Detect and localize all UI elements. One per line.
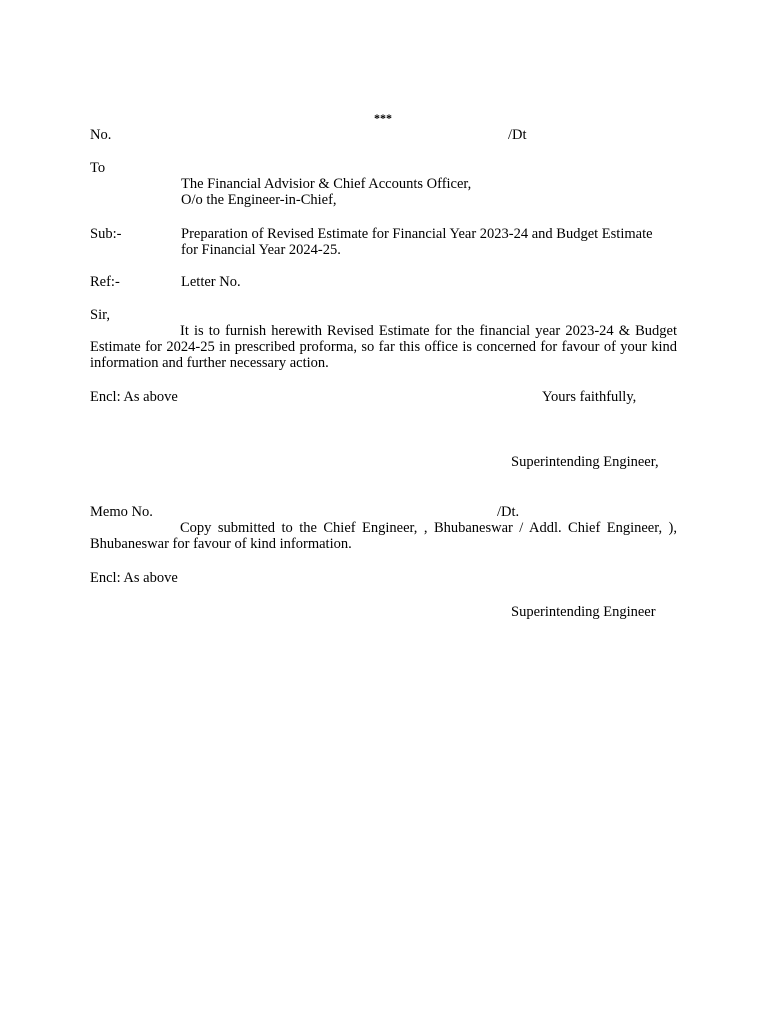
memo-no-label: Memo No.	[90, 504, 153, 520]
addressee-line-1: The Financial Advisior & Chief Accounts Officer,	[181, 176, 472, 192]
letter-date-label: /Dt	[508, 127, 527, 143]
subject-label: Sub:-	[90, 226, 122, 242]
letter-body	[90, 323, 677, 371]
memo-body-text: Copy submitted to the Chief Engineer, , Bhubaneswar / Addl. Chief Engineer, ), Bhubaneswar for favour of kind information.	[90, 520, 677, 552]
subject-line-2: for Financial Year 2024-25.	[181, 242, 341, 258]
memo-signatory: Superintending Engineer	[511, 604, 656, 620]
letter-body-text: It is to furnish herewith Revised Estimate for the financial year 2023-24 & Budget Estimate for 2024-25 in prescribed proforma, so far this office is concerned for favour of your kind information and further necessary action.	[90, 323, 677, 371]
letter-signatory: Superintending Engineer,	[511, 454, 659, 470]
memo-date-label: /Dt.	[497, 504, 520, 520]
reference-label: Ref:-	[90, 274, 120, 290]
header-stars: ***	[374, 111, 392, 125]
memo-body	[90, 520, 677, 552]
memo-enclosure-note: Encl: As above	[90, 570, 178, 586]
reference-text: Letter No.	[181, 274, 241, 290]
salutation: Sir,	[90, 307, 110, 323]
to-label: To	[90, 160, 106, 176]
addressee-line-2: O/o the Engineer-in-Chief,	[181, 192, 337, 208]
letter-no-label: No.	[90, 127, 112, 143]
enclosure-note: Encl: As above	[90, 389, 178, 405]
closing: Yours faithfully,	[542, 389, 637, 405]
subject-line-1: Preparation of Revised Estimate for Financial Year 2023-24 and Budget Estimate	[181, 226, 653, 242]
